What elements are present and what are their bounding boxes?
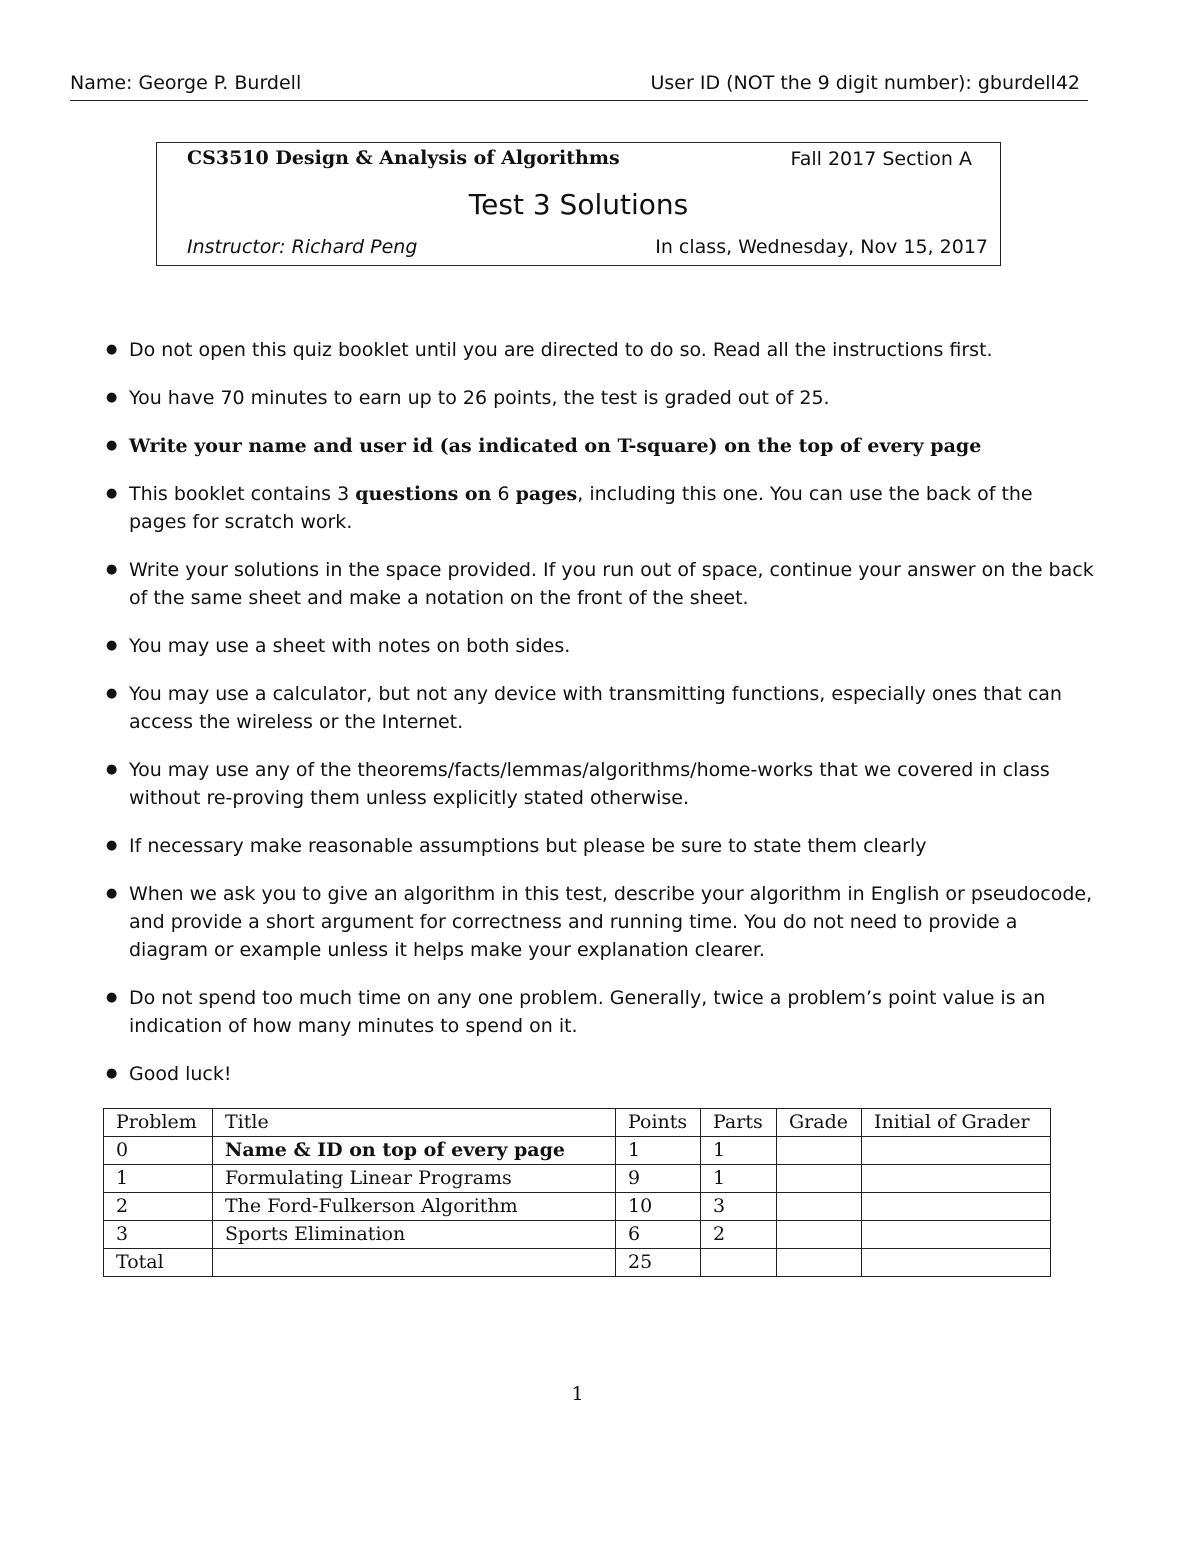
table-cell bbox=[213, 1249, 616, 1277]
table-cell: Name & ID on top of every page bbox=[213, 1137, 616, 1165]
table-cell bbox=[862, 1221, 1051, 1249]
bullet-icon: ● bbox=[106, 486, 118, 501]
student-user-id: User ID (NOT the 9 digit number): gburdell42 bbox=[650, 72, 1080, 94]
table-header-row bbox=[104, 1109, 1051, 1137]
term: Fall 2017 Section A bbox=[790, 148, 972, 170]
column-header: Problem bbox=[104, 1109, 213, 1137]
column-header: Parts bbox=[701, 1109, 777, 1137]
document-title: Test 3 Solutions bbox=[468, 188, 689, 221]
table-cell bbox=[862, 1137, 1051, 1165]
table-cell bbox=[701, 1249, 777, 1277]
page-number: 1 bbox=[571, 1383, 584, 1405]
table-cell: 0 bbox=[104, 1137, 213, 1165]
bullet-icon: ● bbox=[106, 1066, 118, 1081]
instruction-item: ● You have 70 minutes to earn up to 26 points, the test is graded out of 25. bbox=[104, 384, 1094, 412]
bullet-icon: ● bbox=[106, 990, 118, 1005]
instruction-item: ● If necessary make reasonable assumptions but please be sure to state them clearly bbox=[104, 832, 1094, 860]
student-name: Name: George P. Burdell bbox=[70, 72, 302, 94]
column-header: Initial of Grader bbox=[862, 1109, 1051, 1137]
table-cell: 1 bbox=[701, 1137, 777, 1165]
table-cell: Formulating Linear Programs bbox=[213, 1165, 616, 1193]
bullet-icon: ● bbox=[106, 342, 118, 357]
bullet-icon: ● bbox=[106, 638, 118, 653]
table-cell: 3 bbox=[701, 1193, 777, 1221]
table-cell: 10 bbox=[616, 1193, 701, 1221]
bullet-icon: ● bbox=[106, 686, 118, 701]
column-header: Points bbox=[616, 1109, 701, 1137]
instruction-item: ● Do not open this quiz booklet until you are directed to do so. Read all the instructions first. bbox=[104, 336, 1094, 364]
instruction-item: ● This booklet contains 3 questions on 6 pages, including this one. You can use the back of the pages for scratch work. bbox=[104, 480, 1094, 536]
instruction-item: ● Write your solutions in the space provided. If you run out of space, continue your answer on the back of the same sheet and make a notation on the front of the sheet. bbox=[104, 556, 1094, 612]
title-box bbox=[156, 142, 1001, 266]
bullet-icon: ● bbox=[106, 562, 118, 577]
instruction-item: ● You may use a sheet with notes on both sides. bbox=[104, 632, 1094, 660]
table-cell bbox=[777, 1165, 862, 1193]
table-row bbox=[104, 1193, 1051, 1221]
column-header: Grade bbox=[777, 1109, 862, 1137]
column-header: Title bbox=[213, 1109, 616, 1137]
bullet-icon: ● bbox=[106, 438, 118, 453]
exam-date: In class, Wednesday, Nov 15, 2017 bbox=[655, 236, 988, 258]
table-row bbox=[104, 1137, 1051, 1165]
table-total-row bbox=[104, 1249, 1051, 1277]
instructions-list bbox=[104, 336, 1094, 1108]
instruction-item: ● Do not spend too much time on any one problem. Generally, twice a problem’s point value is an indication of how many minutes to spend on it. bbox=[104, 984, 1094, 1040]
course-name: CS3510 Design & Analysis of Algorithms bbox=[187, 147, 620, 169]
table-cell bbox=[777, 1137, 862, 1165]
table-cell bbox=[777, 1249, 862, 1277]
instruction-item: ● Write your name and user id (as indicated on T-square) on the top of every page bbox=[104, 432, 1094, 460]
table-cell bbox=[862, 1193, 1051, 1221]
page-header bbox=[70, 70, 1088, 101]
table-cell bbox=[862, 1165, 1051, 1193]
table-cell bbox=[777, 1193, 862, 1221]
bullet-icon: ● bbox=[106, 390, 118, 405]
table-row bbox=[104, 1221, 1051, 1249]
table-cell: 25 bbox=[616, 1249, 701, 1277]
instruction-item: ● You may use any of the theorems/facts/lemmas/algorithms/home-works that we covered in class without re-proving them unless explicitly stated otherwise. bbox=[104, 756, 1094, 812]
table-cell bbox=[862, 1249, 1051, 1277]
table-cell bbox=[777, 1221, 862, 1249]
bullet-icon: ● bbox=[106, 886, 118, 901]
table-cell: 3 bbox=[104, 1221, 213, 1249]
table-cell: Total bbox=[104, 1249, 213, 1277]
grading-table bbox=[103, 1108, 1051, 1277]
table-cell: 2 bbox=[701, 1221, 777, 1249]
table-cell: 1 bbox=[701, 1165, 777, 1193]
instruction-item: ● You may use a calculator, but not any device with transmitting functions, especially ones that can access the wireless or the Internet. bbox=[104, 680, 1094, 736]
instruction-item: ● Good luck! bbox=[104, 1060, 1094, 1088]
instructor: Instructor: Richard Peng bbox=[187, 236, 418, 258]
bullet-icon: ● bbox=[106, 762, 118, 777]
table-cell: 1 bbox=[104, 1165, 213, 1193]
table-cell: 9 bbox=[616, 1165, 701, 1193]
table-row bbox=[104, 1165, 1051, 1193]
table-cell: Sports Elimination bbox=[213, 1221, 616, 1249]
table-cell: 6 bbox=[616, 1221, 701, 1249]
table-cell: The Ford-Fulkerson Algorithm bbox=[213, 1193, 616, 1221]
table-cell: 2 bbox=[104, 1193, 213, 1221]
instruction-item: ● When we ask you to give an algorithm in this test, describe your algorithm in English or pseudocode, and provide a short argument for correctness and running time. You do not need to provide a diagram or example unless it helps make your explanation clearer. bbox=[104, 880, 1094, 964]
bullet-icon: ● bbox=[106, 838, 118, 853]
table-cell: 1 bbox=[616, 1137, 701, 1165]
